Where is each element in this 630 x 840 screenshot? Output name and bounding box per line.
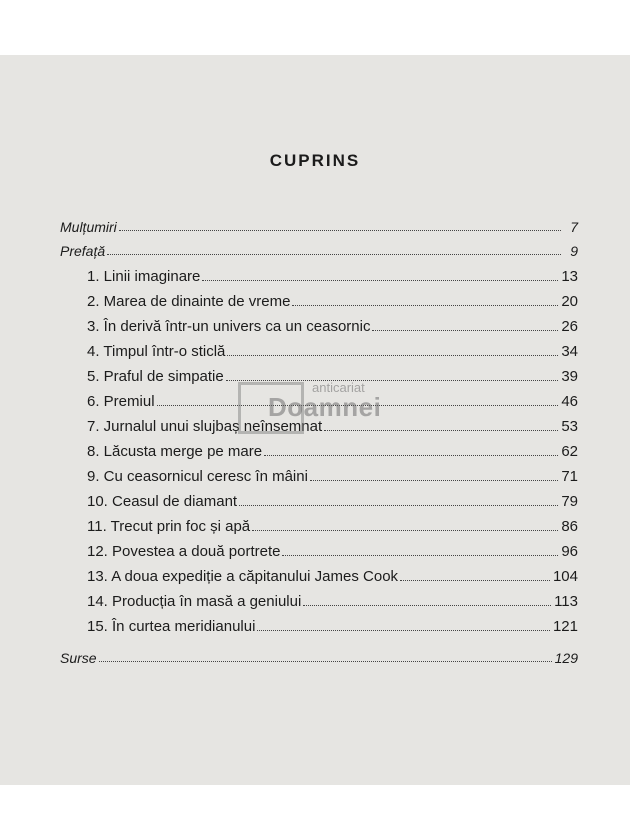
watermark-small-text: anticariat xyxy=(312,380,365,395)
dot-leader xyxy=(282,555,558,556)
toc-page-number: 129 xyxy=(554,650,578,666)
dot-leader xyxy=(292,305,558,306)
toc-entry-title: Prefață xyxy=(60,243,106,259)
toc-page-number: 39 xyxy=(561,368,578,385)
toc-chapter-entry xyxy=(87,490,578,510)
dot-leader xyxy=(372,330,558,331)
dot-leader xyxy=(303,605,551,606)
dot-leader xyxy=(257,630,550,631)
toc-entry xyxy=(60,646,578,666)
toc-page-number: 62 xyxy=(561,443,578,460)
toc-page-number: 13 xyxy=(561,268,578,285)
toc-entry xyxy=(60,215,578,235)
toc-entry-title: 13. A doua expediție a căpitanului James Cook xyxy=(87,568,399,585)
toc-page-number: 79 xyxy=(561,493,578,510)
dot-leader xyxy=(252,530,558,531)
dot-leader xyxy=(119,230,561,231)
dot-leader xyxy=(310,480,558,481)
dot-leader xyxy=(400,580,550,581)
toc-page-number: 26 xyxy=(561,318,578,335)
toc-entry-title: Mulțumiri xyxy=(60,219,117,235)
toc-page-number: 20 xyxy=(561,293,578,310)
toc-entry-title: 4. Timpul într-o sticlă xyxy=(87,343,226,360)
dot-leader xyxy=(226,380,559,381)
toc-entry-title: 6. Premiul xyxy=(87,393,155,410)
toc-page-number: 53 xyxy=(561,418,578,435)
toc-entry-title: 8. Lăcusta merge pe mare xyxy=(87,443,263,460)
toc-chapter-entry xyxy=(87,415,578,435)
toc-page-number: 71 xyxy=(561,468,578,485)
toc-page-number: 46 xyxy=(561,393,578,410)
toc-page-number: 86 xyxy=(561,518,578,535)
toc-entry-title: 3. În derivă într-un univers ca un ceasornic xyxy=(87,318,371,335)
toc-chapter-entry xyxy=(87,390,578,410)
toc-chapter-entry xyxy=(87,615,578,635)
dot-leader xyxy=(202,280,558,281)
toc-chapter-entry xyxy=(87,340,578,360)
toc-entry xyxy=(60,239,578,259)
toc-entry-title: 1. Linii imaginare xyxy=(87,268,201,285)
toc-chapter-entry xyxy=(87,590,578,610)
toc-page-number: 96 xyxy=(561,543,578,560)
watermark-big-text: Doamnei xyxy=(268,392,382,422)
toc-page-number: 121 xyxy=(552,618,578,635)
toc-chapter-entry xyxy=(87,515,578,535)
dot-leader xyxy=(99,661,552,662)
toc-chapter-entry xyxy=(87,290,578,310)
toc-page-number: 9 xyxy=(570,243,578,259)
toc-page-number: 7 xyxy=(570,219,578,235)
toc-entry-title: 7. Jurnalul unui slujbaș neînsemnat xyxy=(87,418,323,435)
toc-chapter-entry xyxy=(87,440,578,460)
toc-entry-title: 15. În curtea meridianului xyxy=(87,618,256,635)
toc-chapter-entry xyxy=(87,315,578,335)
toc-chapter-entry xyxy=(87,265,578,285)
dot-leader xyxy=(157,405,559,406)
toc-page-number: 113 xyxy=(554,593,578,610)
toc-entry-title: 10. Ceasul de diamant xyxy=(87,493,238,510)
toc-page-number: 104 xyxy=(552,568,578,585)
page-title: CUPRINS xyxy=(269,151,361,170)
dot-leader xyxy=(227,355,558,356)
toc-entry-title: 5. Praful de simpatie xyxy=(87,368,224,385)
toc-chapter-entry xyxy=(87,365,578,385)
toc-entry-title: 12. Povestea a două portrete xyxy=(87,543,281,560)
toc-chapter-entry xyxy=(87,565,578,585)
dot-leader xyxy=(107,254,561,255)
toc-entry-title: Surse xyxy=(60,650,97,666)
toc-entry-title: 14. Producția în masă a geniului xyxy=(87,593,302,610)
toc-page-number: 34 xyxy=(561,343,578,360)
book-page xyxy=(0,55,630,785)
dot-leader xyxy=(239,505,558,506)
toc-entry-title: 11. Trecut prin foc și apă xyxy=(87,518,251,535)
dot-leader xyxy=(264,455,558,456)
toc-chapter-entry xyxy=(87,540,578,560)
toc-entry-title: 2. Marea de dinainte de vreme xyxy=(87,293,291,310)
toc-entry-title: 9. Cu ceasornicul ceresc în mâini xyxy=(87,468,308,485)
dot-leader xyxy=(324,430,558,431)
toc-chapter-entry xyxy=(87,465,578,485)
table-of-contents xyxy=(0,55,630,785)
